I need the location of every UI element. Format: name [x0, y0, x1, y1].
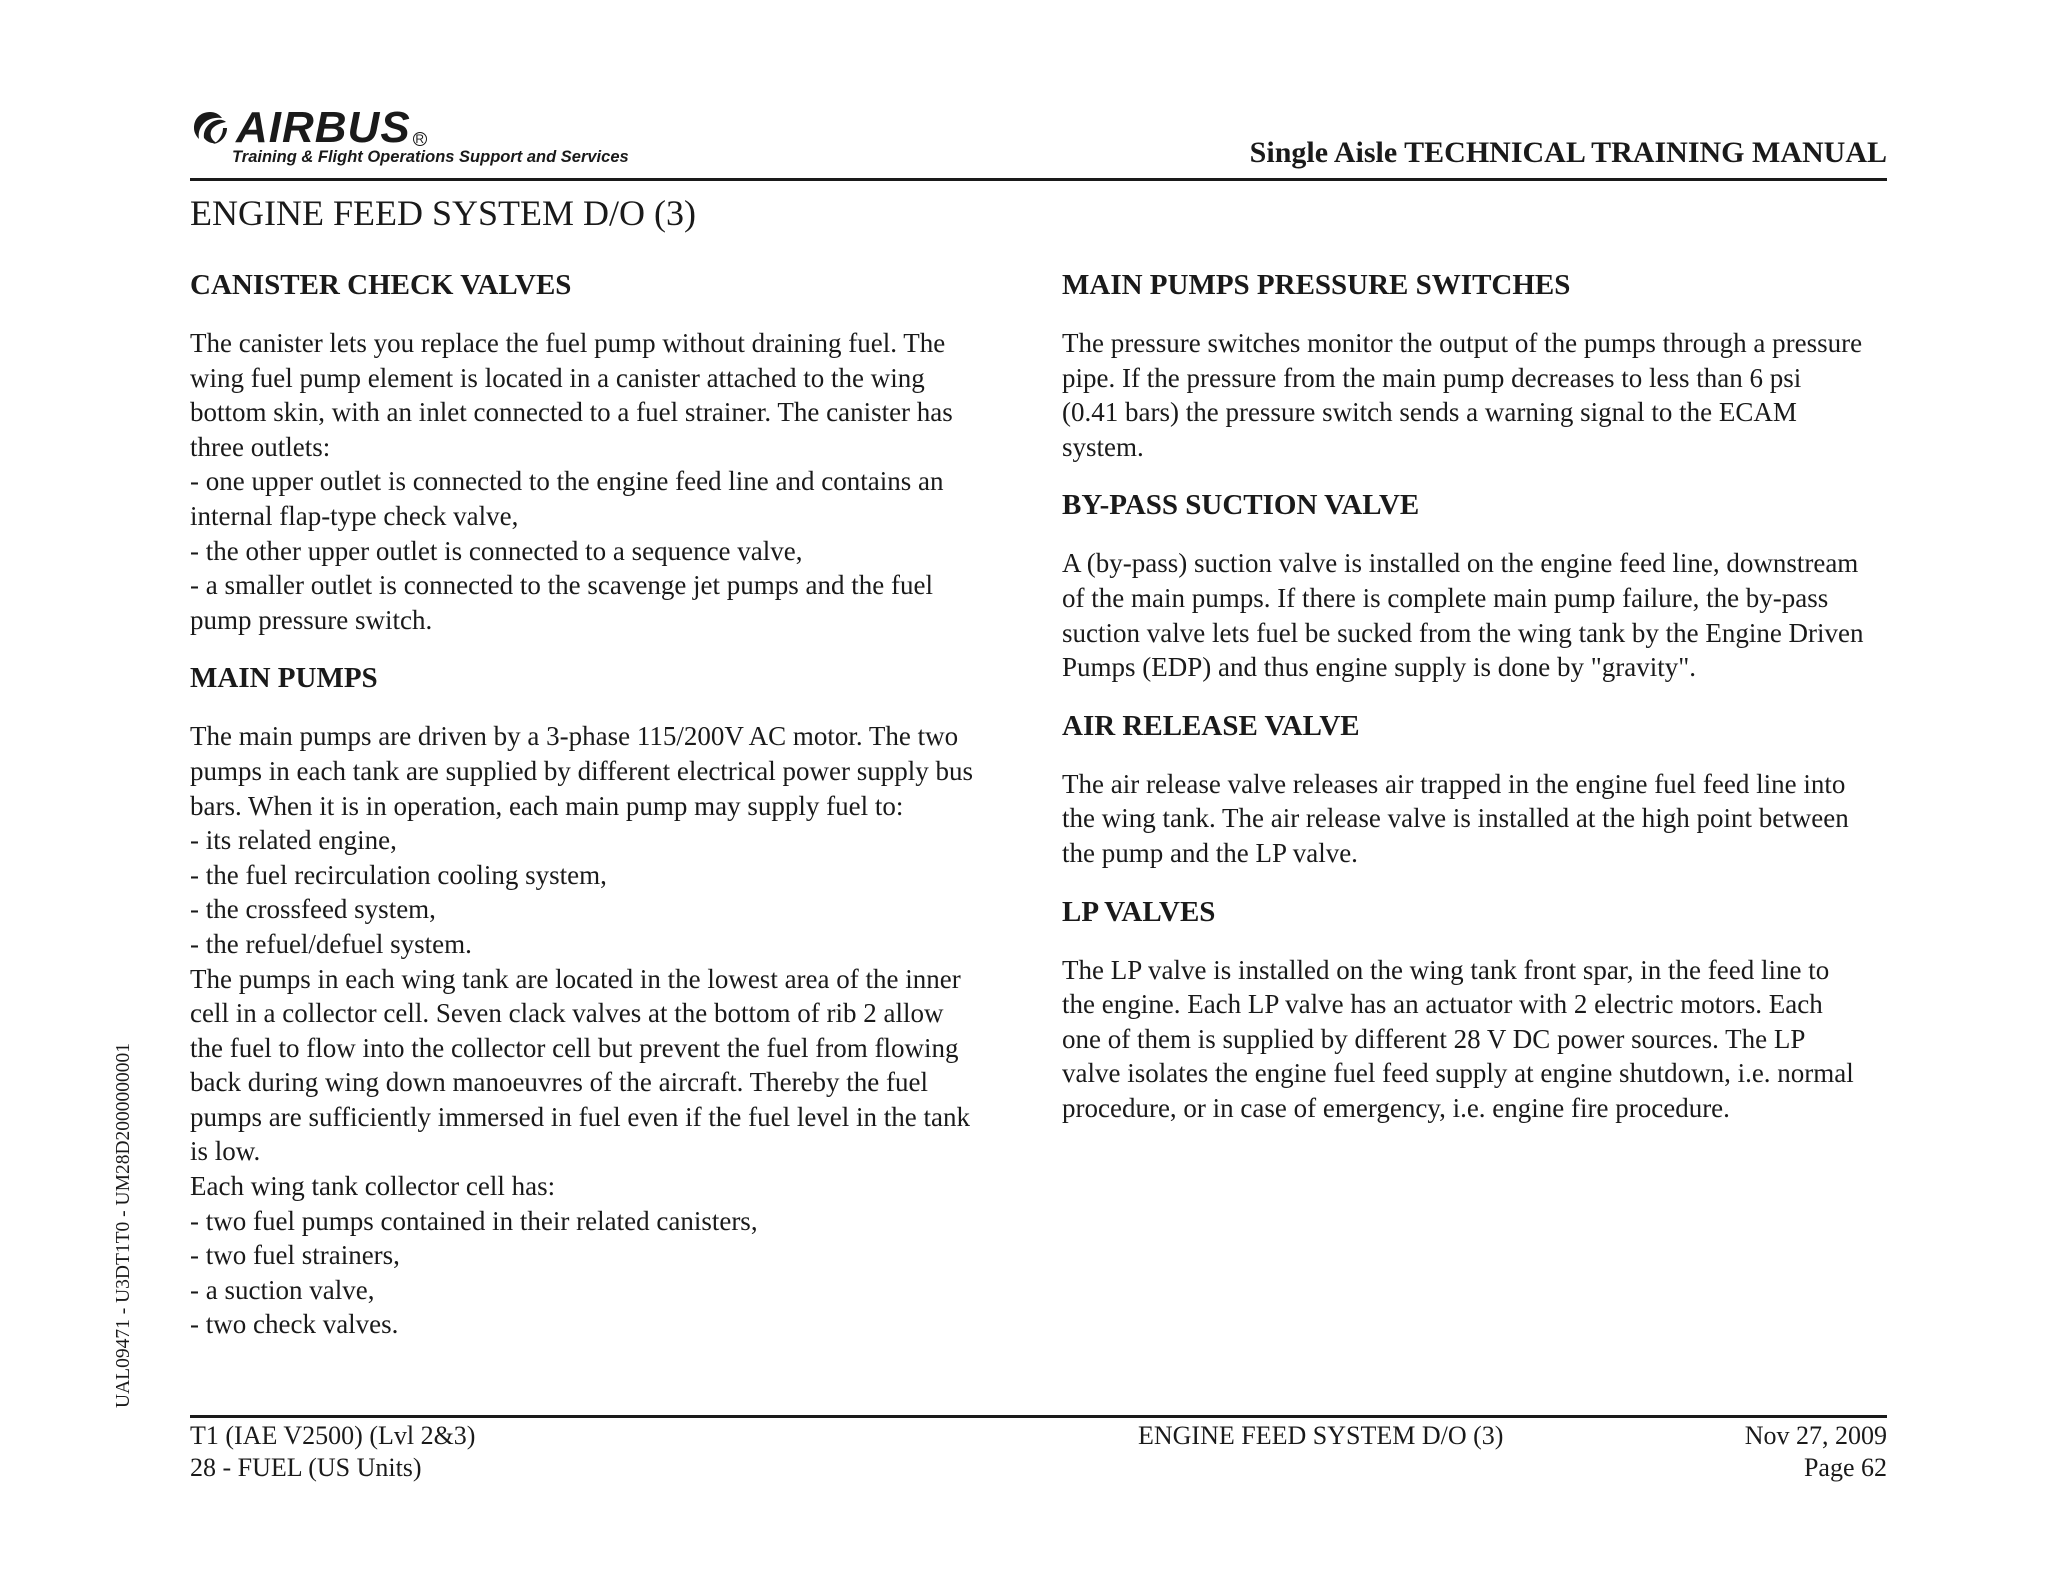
text-line: cell in a collector cell. Seven clack valves at the bottom of rib 2 allow [190, 998, 944, 1029]
text-line: procedure, or in case of emergency, i.e. engine fire procedure. [1062, 1092, 1730, 1123]
section-heading-pressure-switches: MAIN PUMPS PRESSURE SWITCHES [1062, 269, 1571, 301]
document-side-code: UAL09471 - U3DT1T0 - UM28D2000000001 [113, 1042, 134, 1408]
page-title: ENGINE FEED SYSTEM D/O (3) [190, 193, 696, 233]
text-line: pumps are sufficiently immersed in fuel even if the fuel level in the tank [190, 1101, 971, 1132]
logo-row [190, 103, 427, 152]
section-heading-lp-valves: LP VALVES [1062, 895, 1216, 928]
header-divider [190, 178, 1887, 181]
logo-wordmark: AIRBUS [236, 103, 411, 152]
text-line: suction valve lets fuel be sucked from the wing tank by the Engine Driven [1062, 617, 1864, 648]
text-line: The air release valve releases air trapped in the engine fuel feed line into [1062, 768, 1846, 799]
footer-date: Nov 27, 2009 [1744, 1421, 1887, 1450]
text-line: wing fuel pump element is located in a canister attached to the wing [190, 362, 925, 393]
text-line: - its related engine, [190, 825, 397, 856]
text-line: the pump and the LP valve. [1062, 837, 1358, 868]
paragraph-canister [190, 326, 1030, 637]
paragraph-lp-valves [1062, 953, 1892, 1126]
text-line: The canister lets you replace the fuel pump without draining fuel. The [190, 328, 946, 358]
left-column [190, 268, 1030, 1342]
text-line: - the other upper outlet is connected to a sequence valve, [190, 535, 803, 566]
section-gap [1062, 871, 1892, 895]
text-line: - one upper outlet is connected to the engine feed line and contains an [190, 466, 944, 497]
text-line: - the fuel recirculation cooling system, [190, 859, 607, 890]
paragraph-pressure-switches [1062, 326, 1892, 464]
paragraph-main-pumps [190, 719, 1030, 1342]
text-line: (0.41 bars) the pressure switch sends a warning signal to the ECAM [1062, 397, 1797, 428]
section-heading-air-release: AIR RELEASE VALVE [1062, 709, 1360, 742]
text-line: the fuel to flow into the collector cell but prevent the fuel from flowing [190, 1032, 959, 1063]
registered-mark-icon: R [413, 132, 427, 146]
text-line: back during wing down manoeuvres of the aircraft. Thereby the fuel [190, 1067, 928, 1098]
text-line: is low. [190, 1136, 261, 1167]
text-line: The pumps in each wing tank are located in the lowest area of the inner [190, 963, 961, 994]
text-line: the wing tank. The air release valve is installed at the high point between [1062, 803, 1849, 834]
footer-divider [190, 1415, 1887, 1418]
section-heading-canister: CANISTER CHECK VALVES [190, 269, 572, 301]
footer-chapter: 28 - FUEL (US Units) [190, 1453, 422, 1482]
airbus-logo [190, 104, 710, 170]
text-line: bottom skin, with an inlet connected to a fuel strainer. The canister has [190, 397, 953, 428]
text-line: valve isolates the engine fuel feed supply at engine shutdown, i.e. normal [1062, 1058, 1854, 1089]
footer-course: T1 (IAE V2500) (Lvl 2&3) [190, 1421, 476, 1450]
text-line: - a suction valve, [190, 1274, 375, 1305]
section-heading-main-pumps: MAIN PUMPS [190, 662, 378, 695]
text-line: the engine. Each LP valve has an actuator with 2 electric motors. Each [1062, 989, 1823, 1020]
text-line: pipe. If the pressure from the main pump decreases to less than 6 psi [1062, 362, 1802, 393]
text-line: system. [1062, 431, 1144, 462]
text-line: Each wing tank collector cell has: [190, 1171, 556, 1202]
airbus-swirl-icon [190, 108, 230, 148]
section-gap [190, 637, 1030, 661]
text-line: three outlets: [190, 431, 331, 462]
right-column [1062, 268, 1892, 1126]
text-line: The pressure switches monitor the output of the pumps through a pressure [1062, 328, 1863, 358]
section-heading-bypass: BY-PASS SUCTION VALVE [1062, 489, 1420, 522]
paragraph-bypass [1062, 546, 1892, 684]
text-line: - two fuel strainers, [190, 1240, 400, 1271]
text-line: The main pumps are driven by a 3-phase 115/200V AC motor. The two [190, 721, 959, 752]
text-line: A (by-pass) suction valve is installed on the engine feed line, downstream [1062, 548, 1859, 579]
text-line: - two fuel pumps contained in their related canisters, [190, 1205, 758, 1236]
text-line: - two check valves. [190, 1309, 399, 1340]
text-line: internal flap-type check valve, [190, 500, 519, 531]
footer-page-number: Page 62 [1803, 1453, 1887, 1482]
text-line: - the refuel/defuel system. [190, 928, 472, 959]
text-line: - a smaller outlet is connected to the scavenge jet pumps and the fuel [190, 570, 934, 601]
text-line: pump pressure switch. [190, 604, 433, 635]
text-line: pumps in each tank are supplied by different electrical power supply bus [190, 755, 974, 786]
text-line: bars. When it is in operation, each main pump may supply fuel to: [190, 790, 904, 821]
section-gap [1062, 464, 1892, 488]
text-line: - the crossfeed system, [190, 894, 436, 925]
text-line: The LP valve is installed on the wing tank front spar, in the feed line to [1062, 954, 1830, 985]
text-line: of the main pumps. If there is complete main pump failure, the by-pass [1062, 582, 1829, 613]
paragraph-air-release [1062, 767, 1892, 871]
section-gap [1062, 685, 1892, 709]
logo-tagline: Training & Flight Operations Support and Services [232, 148, 629, 166]
footer-section-title: ENGINE FEED SYSTEM D/O (3) [1138, 1421, 1504, 1450]
text-line: one of them is supplied by different 28 V DC power sources. The LP [1062, 1023, 1806, 1054]
manual-title: Single Aisle TECHNICAL TRAINING MANUAL [1249, 136, 1887, 169]
text-line: Pumps (EDP) and thus engine supply is done by "gravity". [1062, 652, 1696, 683]
